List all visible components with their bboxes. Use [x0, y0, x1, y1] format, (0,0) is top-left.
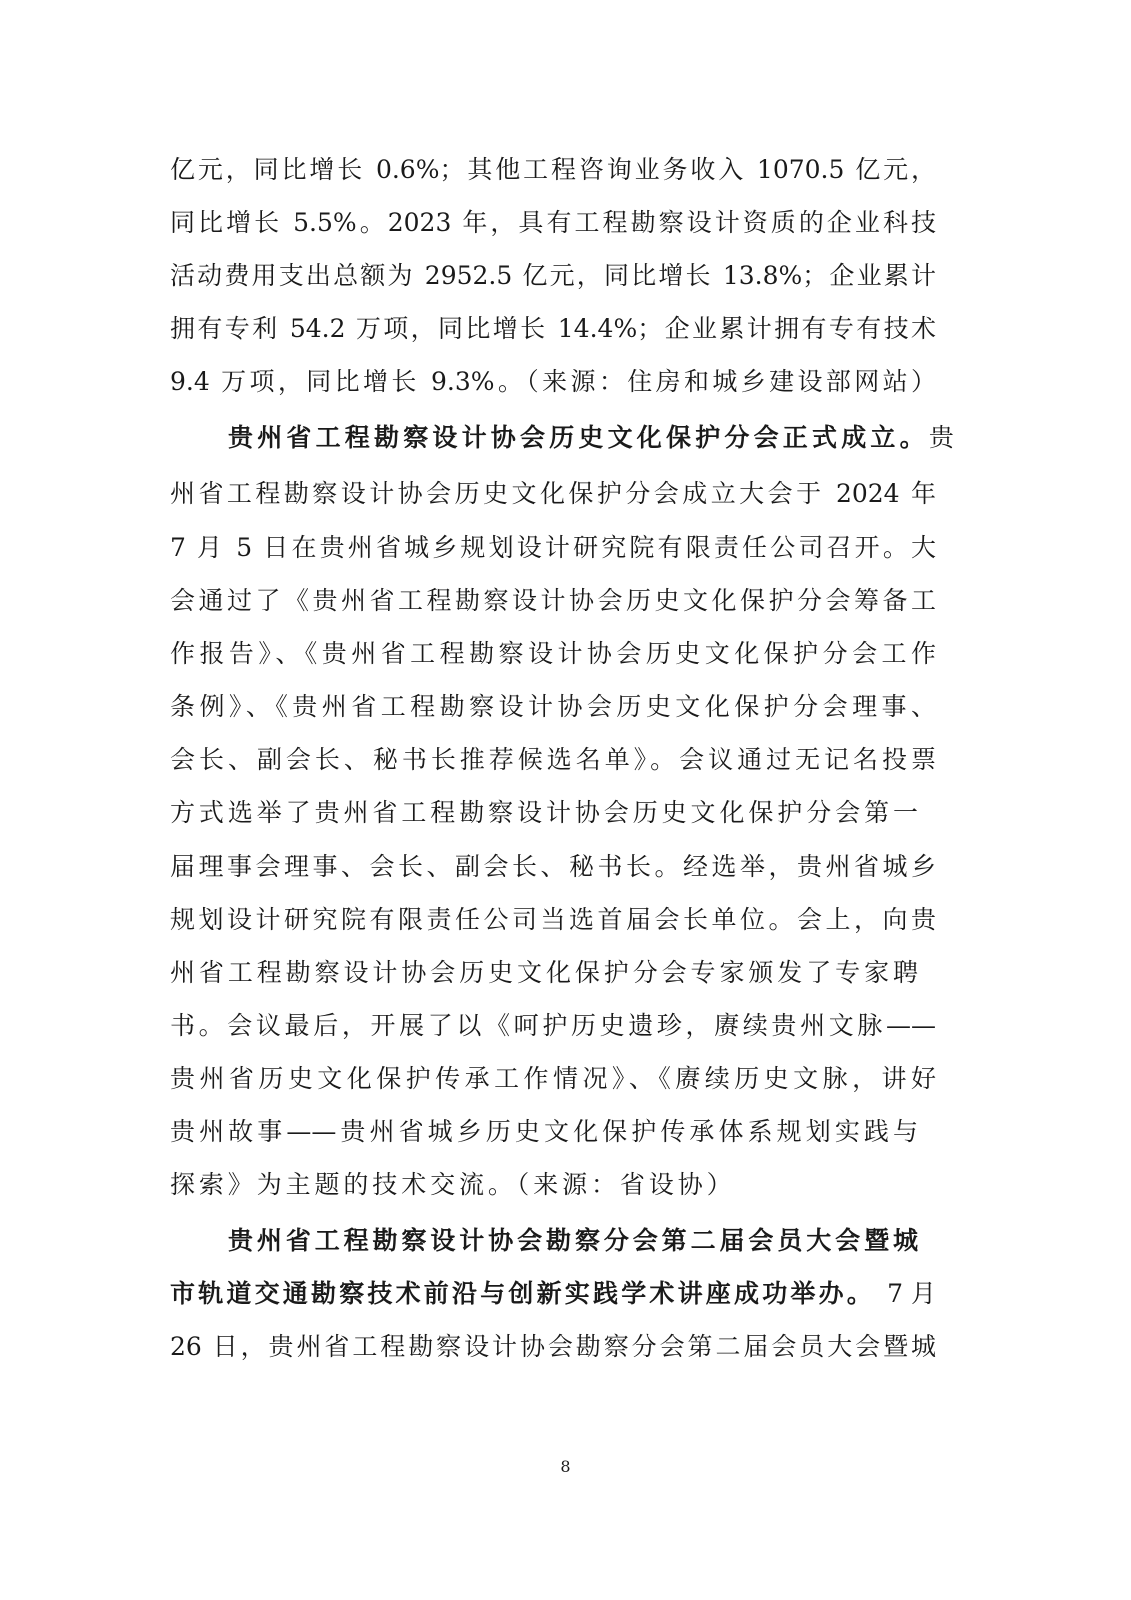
page-number: 8 — [560, 1457, 571, 1476]
paragraph-2-line-5: 作报告》、《贵州省工程勘察设计协会历史文化保护分会工作 — [170, 639, 936, 668]
paragraph-2-first-line — [228, 420, 954, 456]
paragraph-2-first-line-rest: 贵 — [928, 423, 954, 452]
paragraph-2-line-4: 会通过了《贵州省工程勘察设计协会历史文化保护分会筹备工 — [170, 586, 936, 615]
paragraph-2-line-2: 州省工程勘察设计协会历史文化保护分会成立大会于 2024 年 — [170, 479, 936, 508]
paragraph-1-line-2: 同比增长 5.5%。2023 年，具有工程勘察设计资质的企业科技 — [170, 208, 936, 237]
paragraph-2-line-10: 规划设计研究院有限责任公司当选首届会长单位。会上，向贵 — [170, 905, 936, 934]
paragraph-2-line-13: 贵州省历史文化保护传承工作情况》、《赓续历史文脉，讲好 — [170, 1064, 936, 1093]
paragraph-2-line-8: 方式选举了贵州省工程勘察设计协会历史文化保护分会第一 — [170, 798, 918, 827]
paragraph-3-heading-line-1: 贵州省工程勘察设计协会勘察分会第二届会员大会暨城 — [228, 1226, 918, 1255]
paragraph-3-second-line — [170, 1276, 936, 1312]
paragraph-2-line-11: 州省工程勘察设计协会历史文化保护分会专家颁发了专家聘 — [170, 958, 918, 987]
paragraph-2-line-14: 贵州故事——贵州省城乡历史文化保护传承体系规划实践与 — [170, 1117, 918, 1146]
paragraph-3-line-3: 26 日，贵州省工程勘察设计协会勘察分会第二届会员大会暨城 — [170, 1332, 936, 1361]
paragraph-2-line-9: 届理事会理事、会长、副会长、秘书长。经选举，贵州省城乡 — [170, 852, 936, 881]
paragraph-1-line-1: 亿元，同比增长 0.6%；其他工程咨询业务收入 1070.5 亿元， — [170, 155, 936, 184]
paragraph-1-line-3: 活动费用支出总额为 2952.5 亿元，同比增长 13.8%；企业累计 — [170, 261, 936, 290]
paragraph-1-line-4: 拥有专利 54.2 万项，同比增长 14.4%；企业累计拥有专有技术 — [170, 314, 936, 343]
paragraph-2-line-15: 探索》为主题的技术交流。（来源：省设协） — [170, 1170, 736, 1199]
paragraph-3-second-line-rest: 7 月 — [887, 1279, 936, 1308]
paragraph-1-line-5: 9.4 万项，同比增长 9.3%。（来源：住房和城乡建设部网站） — [170, 367, 936, 396]
paragraph-2-line-12: 书。会议最后，开展了以《呵护历史遗珍，赓续贵州文脉—— — [170, 1011, 936, 1040]
paragraph-2-line-6: 条例》、《贵州省工程勘察设计协会历史文化保护分会理事、 — [170, 692, 936, 721]
paragraph-3-heading-line-2: 市轨道交通勘察技术前沿与创新实践学术讲座成功举办。 — [170, 1279, 876, 1308]
paragraph-2-line-3: 7 月 5 日在贵州省城乡规划设计研究院有限责任公司召开。大 — [170, 533, 936, 562]
paragraph-2-heading: 贵州省工程勘察设计协会历史文化保护分会正式成立。 — [228, 423, 929, 452]
paragraph-2-line-7: 会长、副会长、秘书长推荐候选名单》。会议通过无记名投票 — [170, 745, 936, 774]
